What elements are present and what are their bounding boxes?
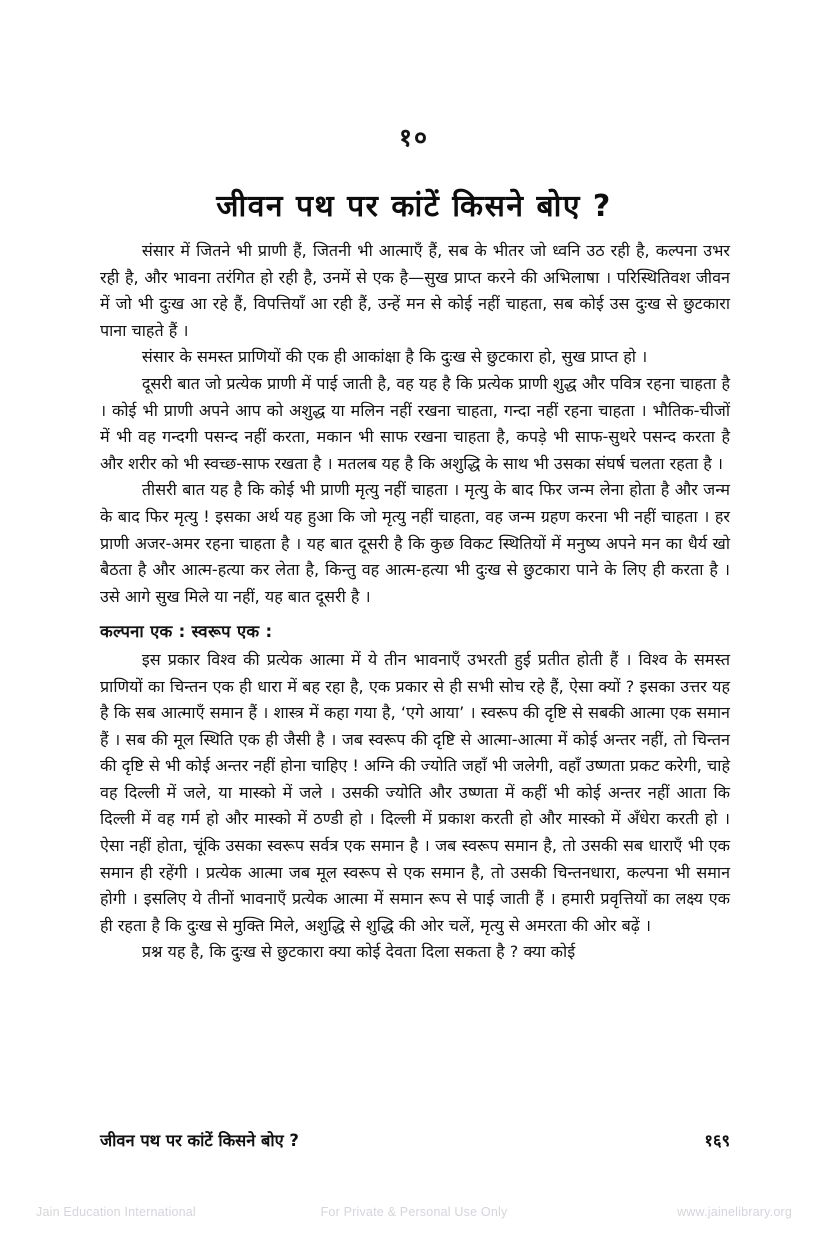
chapter-number: १०: [398, 123, 429, 152]
paragraph: दूसरी बात जो प्रत्येक प्राणी में पाई जाती है, वह यह है कि प्रत्येक प्राणी शुद्ध और पवित्र रहना चाहता है । कोई भी प्राणी अपने आप को अशुद्ध या मलिन नहीं रखना चाहता, गन्दा नहीं रहना चाहता । भौतिक-चीजों में भी वह गन्दगी पसन्द नहीं करता, मकान भी साफ रखना चाहता है, कपड़े भी साफ-सुथरे पसन्द करता है और शरीर को भी स्वच्छ-साफ रखता है । मतलब यह है कि अशुद्धि के साथ भी उसका संघर्ष चलता रहता है ।: [100, 373, 730, 473]
scan-watermark-strip: [0, 1202, 828, 1222]
running-footer-title: जीवन पथ पर कांटें किसने बोए ?: [100, 1131, 299, 1150]
chapter-title: जीवन पथ पर कांटें किसने बोए ?: [216, 189, 612, 225]
watermark-left: Jain Education International: [36, 1205, 196, 1219]
paragraph: इस प्रकार विश्व की प्रत्येक आत्मा में ये तीन भावनाएँ उभरती हुई प्रतीत होती हैं । विश्व के समस्त प्राणियों का चिन्तन एक ही धारा में बह रहा है, एक प्रकार से ही सभी सोच रहे हैं, ऐसा क्यों ? इसका उत्तर यह है कि सब आत्माएँ समान हैं । शास्त्र में कहा गया है, ‘एगे आया’ । स्वरूप की दृष्टि से सबकी आत्मा एक समान हैं । सब की मूल स्थिति एक ही जैसी है । जब स्वरूप की दृष्टि से आत्मा-आत्मा में कोई अन्तर नहीं, तो चिन्तन की दृष्टि से भी कोई अन्तर नहीं होना चाहिए ! अग्नि की ज्योति जहाँ भी जलेगी, वहाँ उष्णता प्रकट करेगी, चाहे वह दिल्ली में जले, या मास्को में जले । उसकी ज्योति और उष्णता में कहीं भी कोई अन्तर नहीं आता कि दिल्ली में वह गर्म हो और मास्को में ठण्डी हो । दिल्ली में प्रकाश करती हो और मास्को में अँधेरा करती हो । ऐसा नहीं होता, चूंकि उसका स्वरूप सर्वत्र एक समान है । जब स्वरूप समान है, तो उसकी सब धाराएँ भी एक समान ही रहेंगी । प्रत्येक आत्मा जब मूल स्वरूप से एक समान है, तो उसकी चिन्तनधारा, कल्पना भी समान होगी । इसलिए ये तीनों भावनाएँ प्रत्येक आत्मा में समान रूप से पाई जाती हैं । हमारी प्रवृत्तियों का लक्ष्य एक ही रहता है कि दुःख से मुक्ति मिले, अशुद्धि से शुद्धि की ओर चलें, मृत्यु से अमरता की ओर बढ़ें ।: [100, 649, 730, 935]
paragraph: संसार के समस्त प्राणियों की एक ही आकांक्षा है कि दुःख से छुटकारा हो, सुख प्राप्त हो ।: [141, 347, 648, 367]
paragraph: संसार में जितने भी प्राणी हैं, जितनी भी आत्माएँ हैं, सब के भीतर जो ध्वनि उठ रही है, कल्पना उभर रही है, और भावना तरंगित हो रही है, उनमें से एक है—सुख प्राप्त करने की अभिलाषा । परिस्थितिवश जीवन में जो भी दुःख आ रहे हैं, विपत्तियाँ आ रही हैं, उन्हें मन से कोई नहीं चाहता, सब कोई उस दुःख से छुटकारा पाना चाहते हैं ।: [100, 241, 730, 340]
page-number: १६९: [704, 1131, 730, 1150]
watermark-right: www.jainelibrary.org: [677, 1205, 792, 1219]
section-subheading: कल्पना एक : स्वरूप एक :: [100, 622, 273, 642]
paragraph: प्रश्न यह है, कि दुःख से छुटकारा क्या कोई देवता दिला सकता है ? क्या कोई: [141, 942, 576, 962]
watermark-center: For Private & Personal Use Only: [320, 1205, 508, 1219]
running-footer: [100, 1128, 730, 1151]
body-text-block: [100, 238, 730, 966]
paragraph: तीसरी बात यह है कि कोई भी प्राणी मृत्यु नहीं चाहता । मृत्यु के बाद फिर जन्म लेना होता है और जन्म के बाद फिर मृत्यु ! इसका अर्थ यह हुआ कि जो मृत्यु नहीं चाहता, वह जन्म ग्रहण करना भी नहीं चाहता । हर प्राणी अजर-अमर रहना चाहता है । यह बात दूसरी है कि कुछ विकट स्थितियों में मनुष्य अपने मन का धैर्य खो बैठता है और आत्म-हत्या कर लेता है, किन्तु वह आत्म-हत्या भी दुःख से छुटकारा पाने के लिए ही करता है । उसे आगे सुख मिले या नहीं, यह बात दूसरी है ।: [100, 480, 730, 606]
